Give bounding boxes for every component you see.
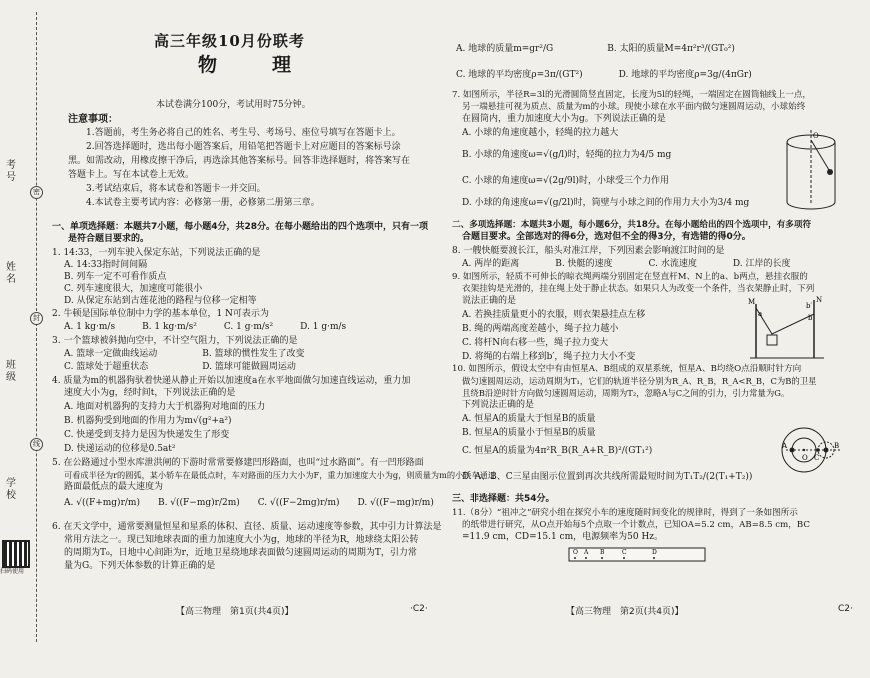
question-line: 8. 一艘快艇要渡长江，船头对准江岸，下列因素会影响渡江时间的是 <box>452 246 725 256</box>
paper-tape-figure <box>568 546 708 564</box>
seal-mark: 封 <box>30 312 43 325</box>
seal-line <box>36 12 37 642</box>
tape-label: B <box>600 549 605 556</box>
option-line: A. √((F+mg)r/m) B. √((F−mg)r/2m) C. √((F−2mg)r/m) D. √((F−mg)r/m) <box>64 498 434 508</box>
page-code: C2· <box>838 604 853 614</box>
question-line: =11.9 cm，CD=15.1 cm，电源频率为50 Hz。 <box>462 532 664 542</box>
exam-title: 高三年级10月份联考 <box>154 32 305 50</box>
option-line: A. 1 kg·m/s B. 1 kg·m/s² C. 1 g·m/s² D. 1 g·m/s <box>64 322 347 332</box>
question-line: 4. 质量为m的机器狗驮着快递从静止开始以加速度a在水平地面做匀加速直线运动，重力加 <box>52 376 411 386</box>
point-label: O <box>802 454 808 462</box>
star-a <box>790 448 795 453</box>
question-line: 6. 在天文学中，通常要测量恒星和星系的体积、直径、质量、运动速度等参数，其中引力计算法是 <box>52 522 442 532</box>
option-line: C. 小球的角速度ω=√(2g/9l)时，小球受三个力作用 <box>462 176 670 186</box>
star-label: B <box>834 442 840 450</box>
cylinder-bottom <box>787 202 835 209</box>
question-line: 常用方法之一。现已知地球表面的重力加速度大小为g，地球的半径为R，地球绕太阳公转 <box>64 535 419 545</box>
question-line: 9. 如图所示，轻质不可伸长的晾衣绳两端分别固定在竖直杆M、N上的a、b两点，悬挂衣服的 <box>452 272 808 282</box>
page-code: ·C2· <box>410 604 428 614</box>
subject-title: 物 理 <box>198 54 310 76</box>
question-line: 做匀速圆周运动，运动周期为T₁，它们的轨道半径分别为R_A、R_B，R_A<R_B，C为B的卫星 <box>462 376 817 386</box>
qr-code <box>2 540 30 568</box>
question-line: 衣架挂钩是光滑的，挂在绳上处于静止状态。如果只人为改变一个条件，当衣架静止时，下列 <box>462 284 815 294</box>
seal-mark: 密 <box>30 186 43 199</box>
page-footer: 【高三物理 第1页(共4页)】 <box>176 607 294 617</box>
section-heading: 是符合题目要求的。 <box>68 234 150 244</box>
tape-dot <box>601 557 603 559</box>
rope <box>756 308 814 334</box>
question-line: 5. 在公路通过小型水库泄洪闸的下游时常常要修建凹形路面，也叫“过水路面”。有一凹形路面 <box>52 458 424 468</box>
tape-label: D <box>652 549 657 556</box>
tape-strip <box>569 548 705 561</box>
cylinder-figure <box>777 126 849 216</box>
question-line: 1. 14:33，一列车驶入保定东站，下列说法正确的是 <box>52 248 261 258</box>
option-line: B. 小球的角速度ω=√(g/l)时，轻绳的拉力为4/5 mg <box>462 150 672 160</box>
question-line: 可看成半径为r的圆弧，某小轿车在最低点时，车对路面的压力大小为F，重力加速度大小为g，则质量为m的小轿车通过 <box>64 470 496 480</box>
question-line: 10. 如图所示，假设太空中有由恒星A、B组成的双星系统，恒星A、B均绕O点沿顺时针方向 <box>452 364 802 374</box>
star-label: A <box>782 442 788 450</box>
school-label: 学校 <box>6 478 16 501</box>
option-line: B. 恒星A的质量小于恒星B的质量 <box>462 428 596 438</box>
option-line: B. 机器狗受到地面的作用力为m√(g²+a²) <box>64 416 232 426</box>
notice-title: 注意事项： <box>68 114 118 125</box>
question-line: 在圆筒内，重力加速度大小为g。下列说法正确的是 <box>462 114 666 124</box>
point-label: a <box>758 310 763 318</box>
option-line: A. 地面对机器狗的支持力大于机器狗对地面的压力 <box>64 402 266 412</box>
binding-strip <box>0 0 44 660</box>
qr-caption: 扫码使用 <box>0 568 25 575</box>
question-line: 下列说法正确的是 <box>462 400 535 410</box>
question-line: 速度大小为g，经时间t，下列说法正确的是 <box>64 388 236 398</box>
option-line: B. 绳的两端高度差越小，绳子拉力越小 <box>462 324 619 334</box>
notice-line: 答题卡上。写在本试卷上无效。 <box>68 170 195 180</box>
option-line: A. 14:33指时间间隔 <box>64 260 148 270</box>
option-line: D. A、B、C三星由图示位置到再次共线所需最短时间为T₁T₂/(2(T₁+T₂)) <box>462 472 753 482</box>
notice-line: 黑。如需改动，用橡皮擦干净后，再选涂其他答案标号。回答非选择题时，将答案写在 <box>68 156 411 166</box>
page-footer: 【高三物理 第2页(共4页)】 <box>566 607 684 617</box>
class-label: 班级 <box>6 360 16 383</box>
center-o <box>803 449 805 451</box>
option-line: D. 将绳的右端上移到b′，绳子拉力大小不变 <box>462 352 636 362</box>
section-heading: 合题目要求。全部选对的得6分，选对但不全的得3分，有选错的得0分。 <box>462 232 751 242</box>
option-line: A. 篮球一定做曲线运动 B. 篮球的惯性发生了改变 <box>64 349 305 359</box>
tape-label: O <box>573 549 578 556</box>
point-label: b′ <box>806 302 813 310</box>
tape-dot <box>585 557 587 559</box>
exam-number-label: 考号 <box>6 160 16 183</box>
clothesline-figure <box>748 294 828 362</box>
tape-dot <box>623 557 625 559</box>
hanger <box>767 335 777 345</box>
option-line: A. 两岸的距离 B. 快艇的速度 C. 水流速度 D. 江岸的长度 <box>462 259 791 269</box>
question-line: 3. 一个篮球被斜抛向空中，不计空气阻力，下列说法正确的是 <box>52 336 298 346</box>
tape-dot <box>574 557 576 559</box>
question-line: 路面最低点的最大速度为 <box>64 482 164 492</box>
section-heading: 一、单项选择题：本题共7小题，每小题4分，共28分。在每小题给出的四个选项中，只有一项 <box>52 222 429 232</box>
option-line: C. 地球的平均密度ρ=3π/(GT²) D. 地球的平均密度ρ=3g/(4πGr) <box>456 70 752 80</box>
option-line: C. 快递受到支持力是因为快递发生了形变 <box>64 430 230 440</box>
question-line: 7. 如图所示，半径R=3l的光滑圆筒竖直固定，长度为5l的轻绳，一端固定在圆筒轴线上一点， <box>452 90 812 100</box>
option-line: C. 将杆N向右移一些，绳子拉力变大 <box>462 338 609 348</box>
question-line: 另一端悬挂可视为质点、质量为m的小球。现使小球在水平面内做匀速圆周运动，小球始终 <box>462 102 806 112</box>
rope <box>811 140 829 170</box>
option-line: A. 若换挂质量更小的衣服，则衣架悬挂点左移 <box>462 310 646 320</box>
option-line: B. 列车一定不可看作质点 <box>64 272 167 282</box>
name-label: 姓名 <box>6 262 16 285</box>
option-line: A. 恒星A的质量大于恒星B的质量 <box>462 414 596 424</box>
question-line: 说法正确的是 <box>462 296 517 306</box>
option-line: D. 快递运动的位移是0.5at² <box>64 444 176 454</box>
satellite-c <box>816 448 820 452</box>
ball <box>827 169 833 175</box>
section-heading: 二、多项选择题：本题共3小题，每小题6分，共18分。在每小题给出的四个选项中，有多项符 <box>452 220 812 230</box>
question-line: 且绕B沿逆时针方向做匀速圆周运动，周期为T₂，忽略A与C之间的引力，引力常量为G。 <box>462 388 790 398</box>
notice-line: 3.考试结束后，将本试卷和答题卡一并交回。 <box>86 184 266 194</box>
option-line: D. 小球的角速度ω=√(g/2l)时，筒壁与小球之间的作用力大小为3/4 mg <box>462 198 750 208</box>
seal-mark: 线 <box>30 438 43 451</box>
tape-label: A <box>584 549 589 556</box>
notice-line: 1.答题前，考生务必将自己的姓名、考生号、考场号、座位号填写在答题卡上。 <box>86 128 401 138</box>
point-label: O <box>813 132 819 140</box>
notice-line: 4.本试卷主要考试内容：必修第一册，必修第二册第三章。 <box>86 198 320 208</box>
star-label: C <box>814 454 820 462</box>
tape-label: C <box>622 549 627 556</box>
question-line: 11.（8分）“祖冲之”研究小组在探究小车的速度随时间变化的规律时，得到了一条如图所示 <box>452 508 798 518</box>
option-line: C. 恒星A的质量为4π²R_B(R_A+R_B)²/(GT₁²) <box>462 446 653 456</box>
pole-label: N <box>816 296 823 304</box>
question-line: 的纸带进行研究，从O点开始每5个点取一个计数点，已知OA=5.2 cm，AB=8.5 cm，BC <box>462 520 810 530</box>
point-label: b <box>808 314 813 322</box>
exam-intro: 本试卷满分100分，考试用时75分钟。 <box>156 100 311 110</box>
binary-star-figure <box>764 424 856 476</box>
pole-label: M <box>748 298 756 306</box>
star-b <box>824 448 829 453</box>
question-line: 2. 牛顿是国际单位制中力学的基本单位，1 N可表示为 <box>52 309 269 319</box>
question-line: 的周期为T₀，日地中心间距为r，近地卫星绕地球表面做匀速圆周运动的周期为T，引力常 <box>64 548 417 558</box>
section-heading: 三、非选择题：共54分。 <box>452 494 555 504</box>
option-line: A. 小球的角速度越小，轻绳的拉力越大 <box>462 128 619 138</box>
option-line: D. 从保定东站到古莲花池的路程与位移一定相等 <box>64 296 257 306</box>
question-line: 量为G。下列天体参数的计算正确的是 <box>64 561 216 571</box>
tape-dot <box>653 557 655 559</box>
option-line: C. 篮球处于超重状态 D. 篮球可能做圆周运动 <box>64 362 296 372</box>
option-line: C. 列车速度很大，加速度可能很小 <box>64 284 203 294</box>
notice-line: 2.回答选择题时，选出每小题答案后，用铅笔把答题卡上对应题目的答案标号涂 <box>86 142 401 152</box>
option-line: A. 地球的质量m=gr²/G B. 太阳的质量M=4π²r³/(GT₀²) <box>456 44 735 54</box>
